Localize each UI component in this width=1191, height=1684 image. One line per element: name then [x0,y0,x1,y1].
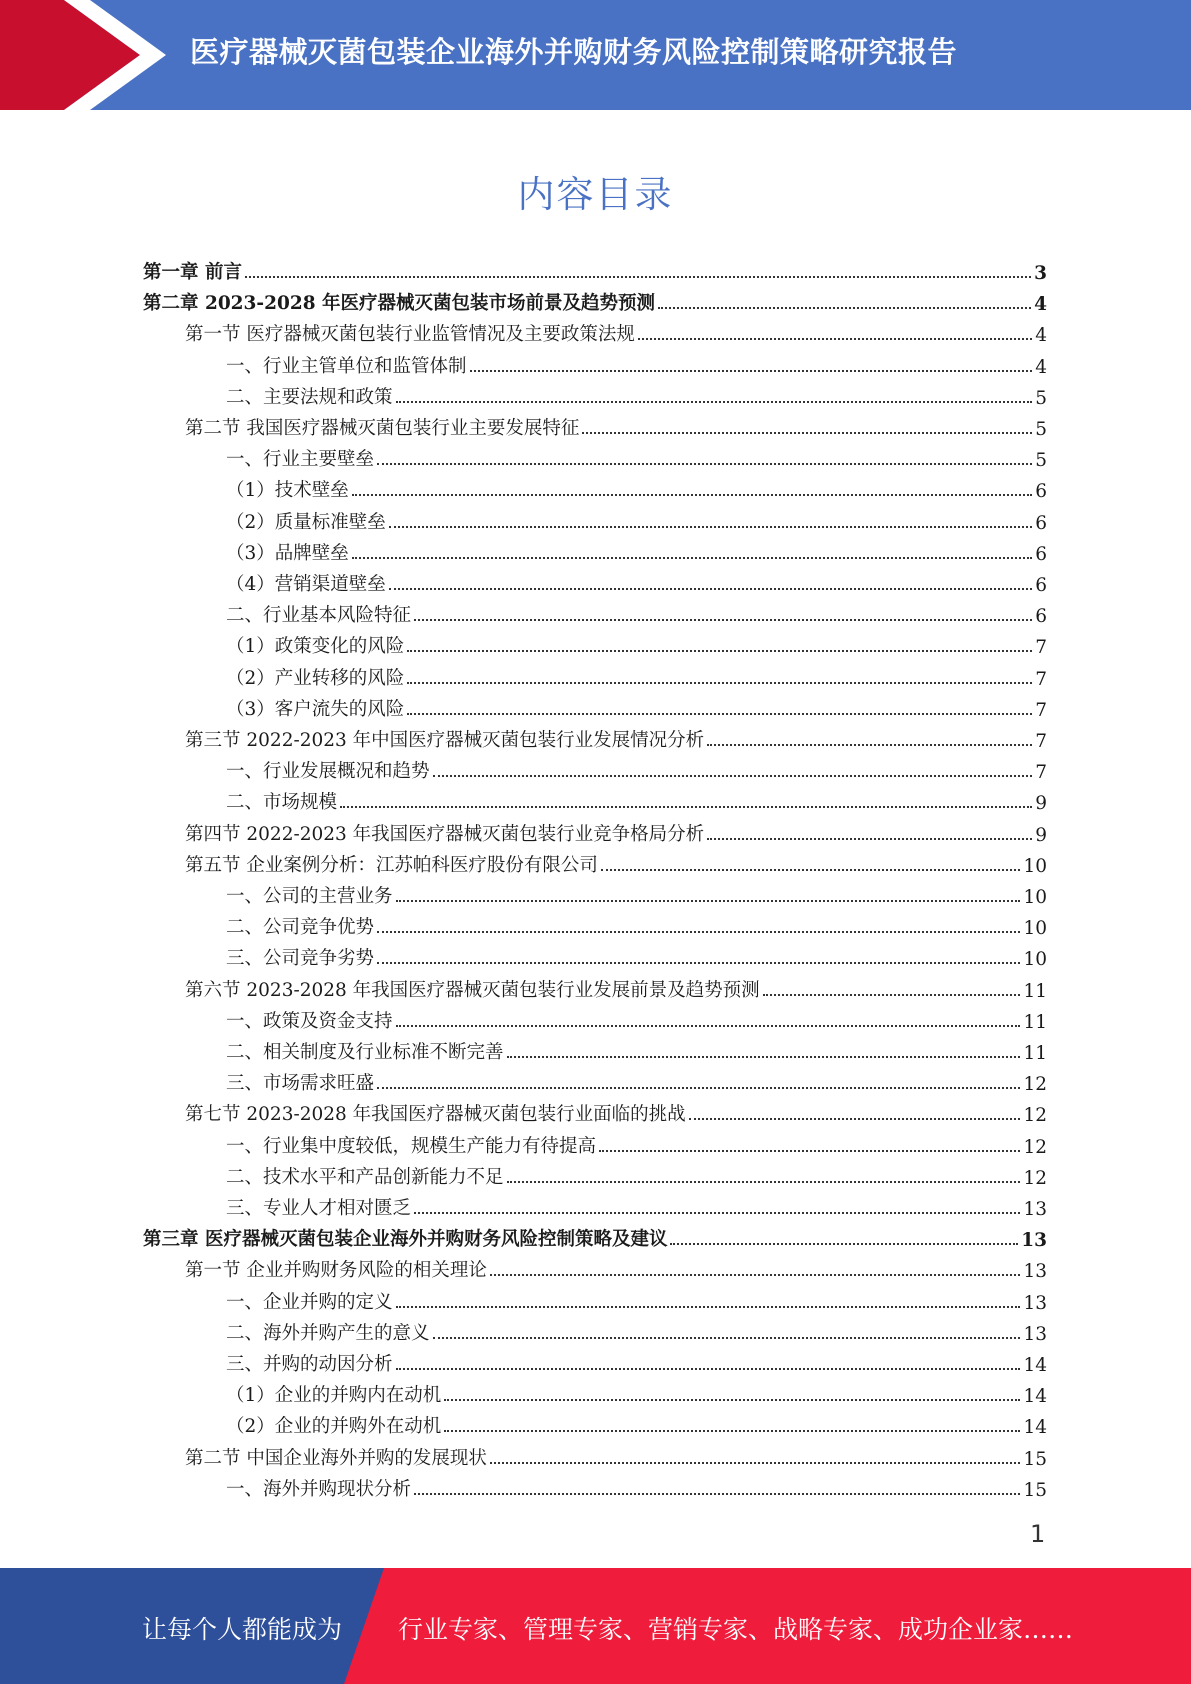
toc-entry-page: 7 [1035,637,1047,659]
toc-leader-dots [352,557,1032,559]
toc-entry[interactable] [226,908,1047,939]
toc-entry[interactable] [226,783,1047,814]
toc-entry[interactable] [185,409,1047,440]
toc-entry[interactable] [226,1189,1047,1220]
toc-entry-page: 6 [1035,575,1047,596]
toc-entry-page: 15 [1023,1479,1047,1501]
toc-leader-dots [389,526,1032,528]
toc-entry-page: 12 [1023,1074,1047,1096]
toc-leader-dots [396,401,1033,403]
toc-entry[interactable] [226,752,1047,783]
toc-entry-text: 第七节 2023-2028 年我国医疗器械灭菌包装行业面临的挑战 [185,1104,686,1126]
toc-leader-dots [377,1087,1020,1089]
toc-leader-dots [414,1493,1020,1495]
toc-heading: 内容目录 [517,173,674,216]
toc-entry-page: 4 [1034,294,1047,316]
toc-entry[interactable] [226,347,1047,378]
toc-entry[interactable] [185,1095,1047,1126]
toc-entry-page: 10 [1023,949,1047,971]
toc-entry-text: 一、公司的主营业务 [226,886,393,907]
toc-leader-dots [396,900,1021,902]
toc-entry-text: （1）企业的并购内在动机 [226,1385,442,1407]
toc-entry-text: 二、技术水平和产品创新能力不足 [226,1166,504,1188]
toc-entry-text: （1）政策变化的风险 [226,636,405,658]
toc-entry-page: 14 [1023,1355,1047,1376]
toc-entry-text: 二、公司竞争优势 [226,917,375,939]
toc-entry[interactable] [226,1407,1047,1438]
toc-entry-page: 10 [1023,887,1047,908]
toc-entry-page: 10 [1023,918,1047,940]
toc-entry[interactable] [226,1345,1047,1376]
toc-entry-text: 第二章 2023-2028 年医疗器械灭菌包装市场前景及趋势预测 [143,293,656,315]
toc-entry-page: 12 [1023,1105,1047,1127]
toc-leader-dots [582,432,1032,434]
toc-entry[interactable] [226,440,1047,471]
toc-entry[interactable] [226,596,1047,627]
toc-entry[interactable] [226,534,1047,565]
toc-leader-dots [490,1462,1021,1464]
toc-entry-page: 13 [1023,1292,1047,1314]
page-footer [0,1568,1191,1684]
toc-leader-dots [601,869,1021,871]
toc-leader-dots [707,838,1032,840]
toc-entry-page: 6 [1035,543,1047,565]
toc-leader-dots [507,1181,1021,1183]
report-title: 医疗器械灭菌包装企业海外并购财务风险控制策略研究报告 [190,35,958,69]
toc-entry-text: 二、海外并购产生的意义 [226,1322,430,1344]
toc-entry[interactable] [226,1283,1047,1314]
toc-entry-page: 10 [1023,855,1047,877]
toc-entry-page: 11 [1023,1043,1047,1064]
toc-entry-page: 7 [1035,668,1047,690]
toc-leader-dots [245,276,1031,278]
toc-leader-dots [396,1306,1021,1308]
toc-entry[interactable] [226,471,1047,502]
toc-entry-text: 三、专业人才相对匮乏 [226,1198,412,1219]
toc-entry-text: （2）质量标准壁垒 [226,511,386,533]
toc-entry[interactable] [185,1251,1047,1282]
toc-entry[interactable] [226,690,1047,721]
toc-leader-dots [407,682,1032,684]
toc-entry-page: 14 [1023,1386,1047,1408]
toc-leader-dots [599,1150,1020,1152]
toc-entry-text: 二、市场规模 [226,792,338,814]
toc-leader-dots [433,1337,1021,1339]
toc-entry-text: 第六节 2023-2028 年我国医疗器械灭菌包装行业发展前景及趋势预测 [185,979,760,1001]
toc-leader-dots [377,463,1032,465]
footer-slogan-left: 让每个人都能成为 [142,1615,343,1644]
toc-entry-page: 13 [1023,1199,1047,1220]
toc-entry-page: 13 [1023,1323,1047,1345]
toc-entry[interactable] [226,1033,1047,1064]
toc-entry-text: 第二节 我国医疗器械灭菌包装行业主要发展特征 [185,418,580,439]
toc-leader-dots [396,1368,1021,1370]
page-number: 1 [1030,1520,1046,1548]
toc-entry[interactable] [226,565,1047,596]
toc-entry-text: 第三节 2022-2023 年中国医疗器械灭菌包装行业发展情况分析 [185,730,705,751]
toc-entry[interactable] [226,1158,1047,1189]
toc-entry[interactable] [226,1470,1047,1501]
toc-entry-text: （3）客户流失的风险 [226,698,405,720]
toc-leader-dots [490,1274,1021,1276]
toc-entry-text: 第一节 医疗器械灭菌包装行业监管情况及主要政策法规 [185,324,635,346]
toc-entry-text: 二、行业基本风险特征 [226,605,412,627]
toc-entry-text: 第二节 中国企业海外并购的发展现状 [185,1447,487,1469]
toc-entry-page: 9 [1035,824,1047,846]
toc-entry[interactable] [226,503,1047,534]
toc-entry[interactable] [226,1127,1047,1158]
toc-leader-dots [389,588,1032,590]
toc-entry[interactable] [226,378,1047,409]
toc-leader-dots [407,650,1032,652]
toc-leader-dots [670,1243,1018,1245]
toc-entry[interactable] [226,1002,1047,1033]
toc-entry-text: 第一节 企业并购财务风险的相关理论 [185,1260,487,1282]
toc-entry-text: 第三章 医疗器械灭菌包装企业海外并购财务风险控制策略及建议 [143,1229,668,1251]
page-header [0,0,1191,110]
toc-entry[interactable] [185,315,1047,346]
toc-entry-page: 6 [1035,481,1047,503]
toc-entry-page: 7 [1035,699,1047,721]
toc-leader-dots [352,494,1032,496]
toc-entry-text: 二、主要法规和政策 [226,386,393,408]
toc-entry-text: 一、政策及资金支持 [226,1010,393,1032]
toc-entry-text: （2）产业转移的风险 [226,667,405,689]
toc-entry[interactable] [185,721,1047,752]
toc-entry-page: 3 [1034,263,1047,284]
toc-leader-dots [407,713,1032,715]
toc-entry-text: 一、行业主管单位和监管体制 [226,355,467,377]
toc-leader-dots [340,806,1032,808]
toc-entry-page: 6 [1035,606,1047,628]
toc-leader-dots [507,1056,1021,1058]
toc-entry-text: 一、海外并购现状分析 [226,1478,412,1500]
toc-leader-dots [396,1025,1021,1027]
toc-entry[interactable] [185,815,1047,846]
toc-entry[interactable] [226,939,1047,970]
toc-leader-dots [707,744,1032,746]
toc-entry-text: （3）品牌壁垒 [226,542,349,564]
toc-entry-page: 13 [1023,1261,1047,1283]
toc-entry-page: 15 [1023,1448,1047,1470]
toc-entry-text: 三、市场需求旺盛 [226,1073,375,1095]
toc-entry[interactable] [185,846,1047,877]
toc-entry-page: 4 [1035,356,1047,378]
toc-entry-page: 7 [1035,731,1047,752]
toc-leader-dots [763,994,1021,996]
toc-entry-text: 一、行业主要壁垒 [226,449,375,471]
toc-entry-page: 5 [1035,387,1047,409]
toc-entry[interactable] [143,253,1047,284]
toc-leader-dots [444,1430,1020,1432]
toc-entry[interactable] [226,627,1047,658]
toc-entry[interactable] [143,284,1047,315]
toc-entry-page: 6 [1035,512,1047,534]
toc-leader-dots [470,370,1033,372]
toc-entry-page: 5 [1035,450,1047,472]
toc-entry[interactable] [226,659,1047,690]
toc-leader-dots [658,307,1031,309]
toc-leader-dots [638,338,1032,340]
footer-slogan-right: 行业专家、管理专家、营销专家、战略专家、成功企业家…… [398,1615,1074,1644]
toc-entry-text: 一、企业并购的定义 [226,1291,393,1313]
toc-entry-text: 二、相关制度及行业标准不断完善 [226,1042,504,1063]
toc-entry[interactable] [143,1220,1047,1251]
toc-entry-text: 第一章 前言 [143,262,242,283]
toc-entry-page: 12 [1023,1136,1047,1158]
toc-entry[interactable] [226,1376,1047,1407]
toc-entry-text: 第五节 企业案例分析：江苏帕科医疗股份有限公司 [185,854,598,876]
toc-leader-dots [377,962,1020,964]
toc-entry-text: （1）技术壁垒 [226,480,349,502]
toc-entry-text: 一、行业集中度较低，规模生产能力有待提高 [226,1135,597,1157]
toc-leader-dots [444,1399,1020,1401]
toc-entry-text: 三、公司竞争劣势 [226,948,375,970]
toc-entry-page: 13 [1021,1230,1047,1252]
toc-leader-dots [689,1118,1021,1120]
toc-entry-text: （2）企业的并购外在动机 [226,1416,442,1438]
toc-entry-text: 第四节 2022-2023 年我国医疗器械灭菌包装行业竞争格局分析 [185,823,705,845]
toc-entry[interactable] [185,1439,1047,1470]
toc-entry-text: 一、行业发展概况和趋势 [226,761,430,783]
toc-entry-page: 11 [1023,980,1047,1002]
toc-entry[interactable] [226,1064,1047,1095]
toc-entry-page: 14 [1023,1417,1047,1439]
toc-entry-page: 4 [1035,325,1047,347]
toc-leader-dots [433,775,1033,777]
toc-entry[interactable] [226,1314,1047,1345]
toc-leader-dots [377,931,1020,933]
toc-entry-page: 12 [1023,1167,1047,1189]
toc-entry-page: 11 [1023,1011,1047,1033]
toc-entry-text: （4）营销渠道壁垒 [226,574,386,595]
toc-leader-dots [414,619,1032,621]
toc-entry-page: 9 [1035,793,1047,815]
toc-entry-text: 三、并购的动因分析 [226,1354,393,1375]
toc-leader-dots [414,1212,1020,1214]
toc-entry-page: 5 [1035,419,1047,440]
toc-entry-page: 7 [1035,762,1047,784]
toc-entry[interactable] [226,877,1047,908]
toc-entry[interactable] [185,971,1047,1002]
